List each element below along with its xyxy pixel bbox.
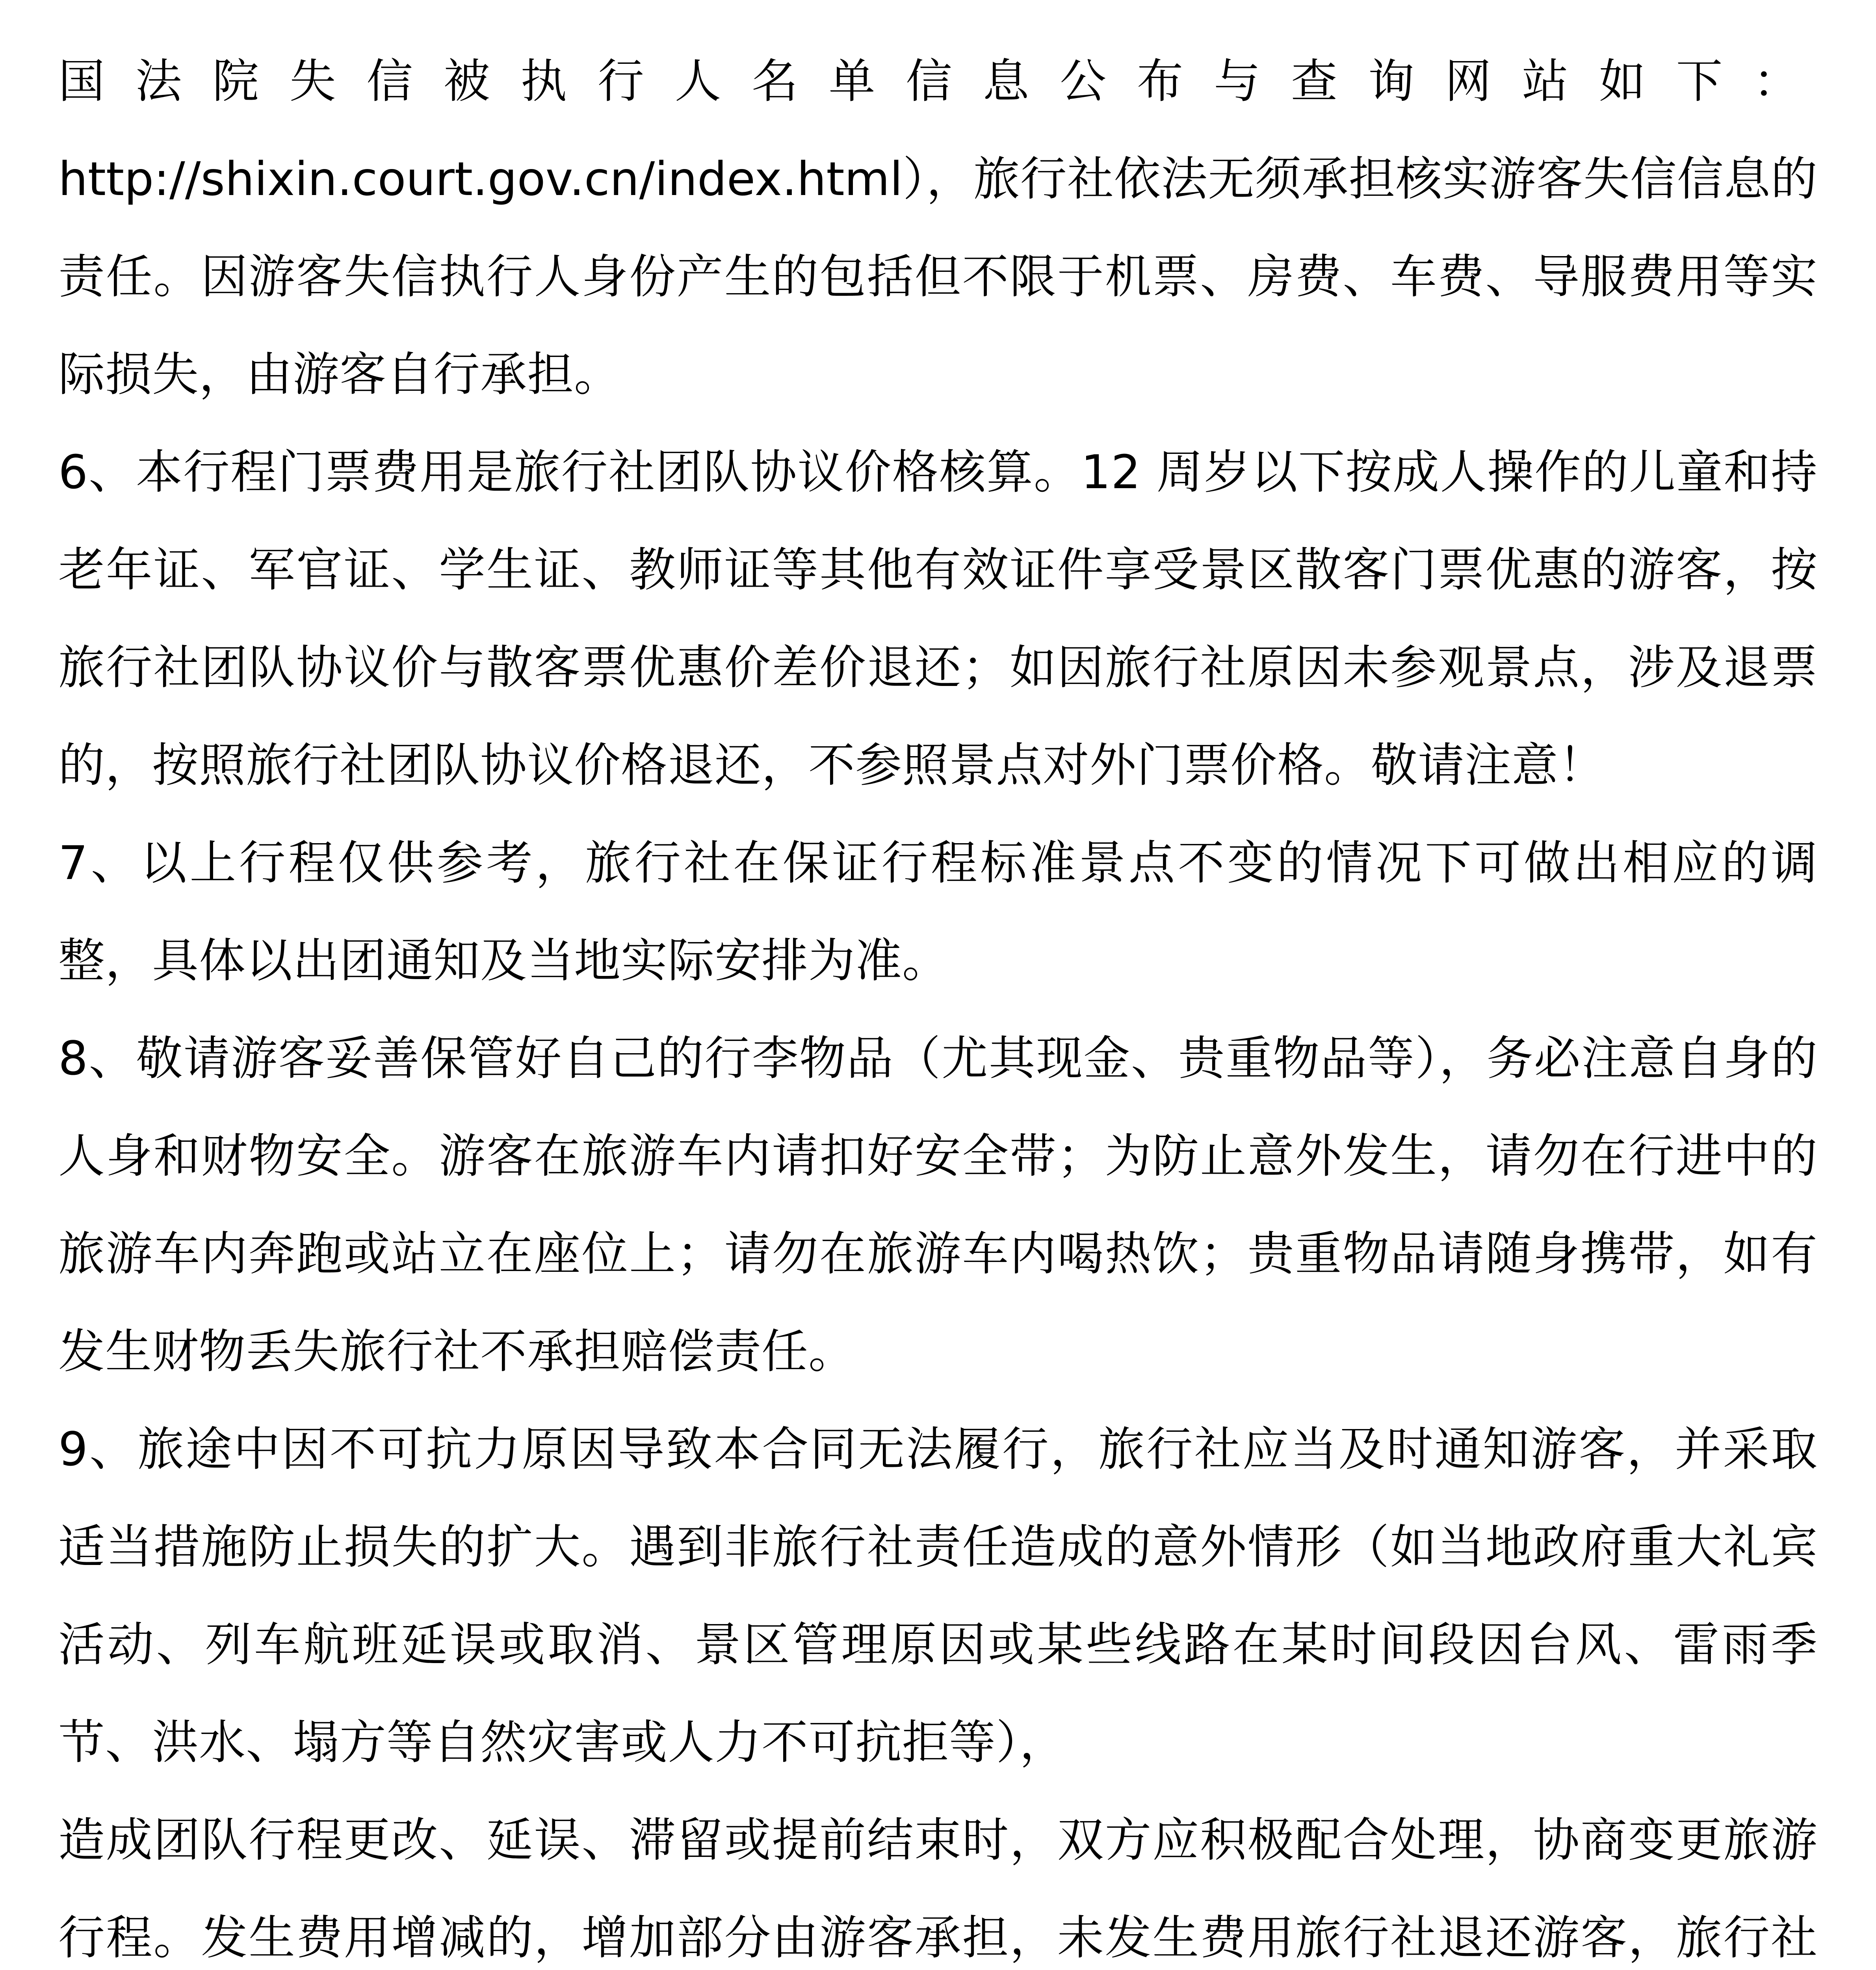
paragraph-line: 国法院失信被执行人名单信息公布与查询网站如下：	[58, 54, 1818, 108]
paragraph-item-7: 7、以上行程仅供参考，旅行社在保证行程标准景点不变的情况下可做出相应的调整，具体以出团通知及当地实际安排为准。	[58, 836, 1818, 988]
paragraph-text: ），旅行社依法无须承担核实游客失信信息的责任。因游客失信执行人身份产生的包括但不限于机票、房费、车费、导服费用等实际损失，由游客自行承担。	[58, 152, 1818, 401]
paragraph-item-9-continued: 造成团队行程更改、延误、滞留或提前结束时，双方应积极配合处理，协商变更旅游行程。发生费用增减的，增加部分由游客承担，未发生费用旅行社退还游客，旅行社	[58, 1813, 1818, 1965]
paragraph-item-8: 8、敬请游客妥善保管好自己的行李物品（尤其现金、贵重物品等），务必注意自身的人身和财物安全。游客在旅游车内请扣好安全带；为防止意外发生，请勿在行进中的旅游车内奔跑或站立在座位上；请勿在旅游车内喝热饮；贵重物品请随身携带，如有发生财物丢失旅行社不承担赔偿责任。	[58, 1031, 1818, 1379]
paragraph-item-6: 6、本行程门票费用是旅行社团队协议价格核算。12 周岁以下按成人操作的儿童和持老年证、军官证、学生证、教师证等其他有效证件享受景区散客门票优惠的游客，按旅行社团队协议价与散客票优惠价差价退还；如因旅行社原因未参观景点，涉及退票的，按照旅行社团队协议价格退还，不参照景点对外门票价格。敬请注意！	[58, 445, 1818, 792]
paragraph-item-9: 9、旅途中因不可抗力原因导致本合同无法履行，旅行社应当及时通知游客，并采取适当措施防止损失的扩大。遇到非旅行社责任造成的意外情形（如当地政府重大礼宾活动、列车航班延误或取消、景区管理原因或某些线路在某时间段因台风、雷雨季节、洪水、塌方等自然灾害或人力不可抗拒等），	[58, 1422, 1818, 1769]
court-url-text: http://shixin.court.gov.cn/index.html	[58, 152, 903, 206]
document-body	[58, 32, 1818, 1970]
paragraph-continuation	[58, 32, 1818, 423]
